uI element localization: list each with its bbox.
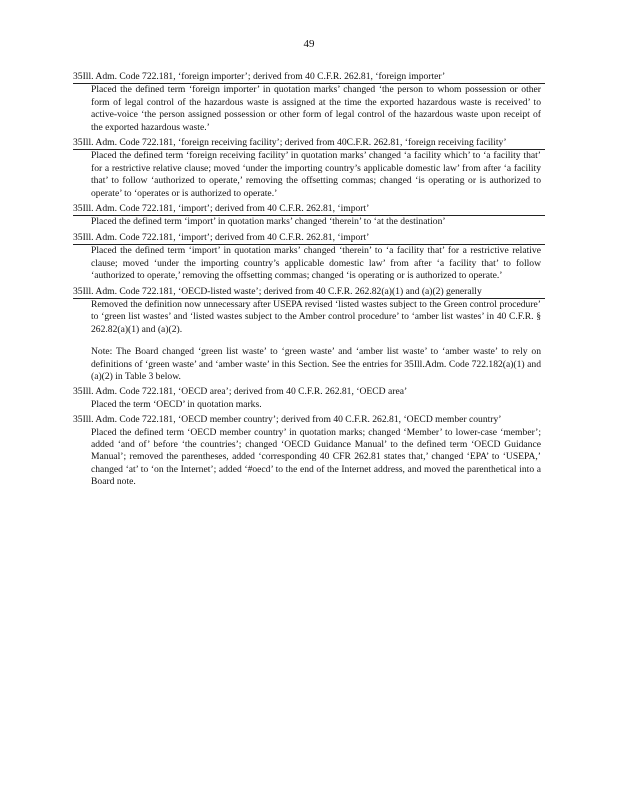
entry-citation: 35Ill. Adm. Code 722.181, ‘foreign receiving facility’; derived from 40C.F.R. 262.81, ‘foreign receiving facility’ — [73, 137, 545, 150]
entry-oecd-area — [73, 386, 545, 411]
entry-oecd-member-country — [73, 414, 545, 488]
entry-citation: 35Ill. Adm. Code 722.181, ‘foreign importer’; derived from 40 C.F.R. 262.81, ‘foreign importer’ — [73, 71, 545, 84]
entry-text: Placed the term ‘OECD’ in quotation marks. — [91, 398, 262, 410]
entry-citation: 35Ill. Adm. Code 722.181, ‘import’; derived from 40 C.F.R. 262.81, ‘import’ — [73, 232, 545, 245]
entry-oecd-listed-waste — [73, 286, 545, 384]
entry-text: Placed the defined term ‘import’ in quotation marks’ changed ‘therein’ to ‘at the destination’ — [91, 216, 446, 228]
entry-foreign-receiving-facility — [73, 137, 545, 200]
entry-citation: 35Ill. Adm. Code 722.181, ‘import’; derived from 40 C.F.R. 262.81, ‘import’ — [73, 203, 545, 216]
entry-foreign-importer — [73, 71, 545, 134]
entry-import-second — [73, 232, 545, 283]
entry-citation: 35Ill. Adm. Code 722.181, ‘OECD area’; derived from 40 C.F.R. 262.81, ‘OECD area’ — [73, 386, 408, 398]
entry-text: Placed the defined term ‘foreign importer’ in quotation marks’ changed ‘the person to whom possession or other form of legal control of the hazardous waste is assigned at the time the exported hazardous waste is received’ to active-voice ‘the person assigned possession or other form of legal control of the hazardous waste upon receipt of the exported hazardous waste.’ — [91, 84, 541, 133]
entry-text: Placed the defined term ‘foreign receiving facility’ in quotation marks’ changed ‘a facility which’ to ‘a facility that’ for a restrictive relative clause; moved ‘under the importing country’s applicable domestic law’ from after ‘a facility that’ to follow ‘authorized to operate,’ removing the offsetting commas; changed ‘is operating or is authorized to operate’ to ‘operates or is authorized to operate.’ — [91, 150, 541, 199]
entry-text: Placed the defined term ‘import’ in quotation marks’ changed ‘therein’ to ‘a facility that’ for a restrictive relative clause; moved ‘under the importing country’s applicable domestic law’ from after ‘a facility that’ to follow ‘authorized to operate,’ removing the offsetting commas; changed ‘is operating or is authorized to operate.’ — [91, 245, 541, 282]
entry-citation: 35Ill. Adm. Code 722.181, ‘OECD-listed waste’; derived from 40 C.F.R. 262.82(a)(1) and (a)(2) generally — [73, 286, 545, 299]
document-body — [73, 71, 545, 492]
page-number: 49 — [303, 38, 315, 50]
entry-citation: 35Ill. Adm. Code 722.181, ‘OECD member country’; derived from 40 C.F.R. 262.81, ‘OECD member country’ — [73, 414, 502, 426]
entry-note: Note: The Board changed ‘green list waste’ to ‘green waste’ and ‘amber list waste’ to ‘amber waste’ to rely on definitions of ‘green waste’ and ‘amber waste’ in this Section. See the entries for 35Ill.Adm. Code 722.182(a)(1) and (a)(2) in Table 3 below. — [91, 346, 541, 382]
entry-text: Removed the definition now unnecessary after USEPA revised ‘listed wastes subject to the Green control procedure’ to ‘green list wastes’ and ‘listed wastes subject to the Amber control procedure’ to ‘amber list wastes’ in 40 C.F.R. § 262.82(a)(1) and (a)(2). — [91, 298, 541, 335]
entry-text: Placed the defined term ‘OECD member country’ in quotation marks; changed ‘Member’ to lower-case ‘member’; added ‘and of’ before ‘the countries’; changed ‘OECD Guidance Manual’ to the defined term ‘OECD Guidance Manual’; removed the parentheses, added ‘corresponding 40 CFR 262.81 states that,’ changed ‘EPA’ to ‘USEPA,’ changed ‘at’ to ‘on the Internet’; added ‘#oecd’ to the end of the Internet address, and moved the parenthetical into a Board note. — [91, 426, 541, 488]
entry-import — [73, 203, 545, 229]
